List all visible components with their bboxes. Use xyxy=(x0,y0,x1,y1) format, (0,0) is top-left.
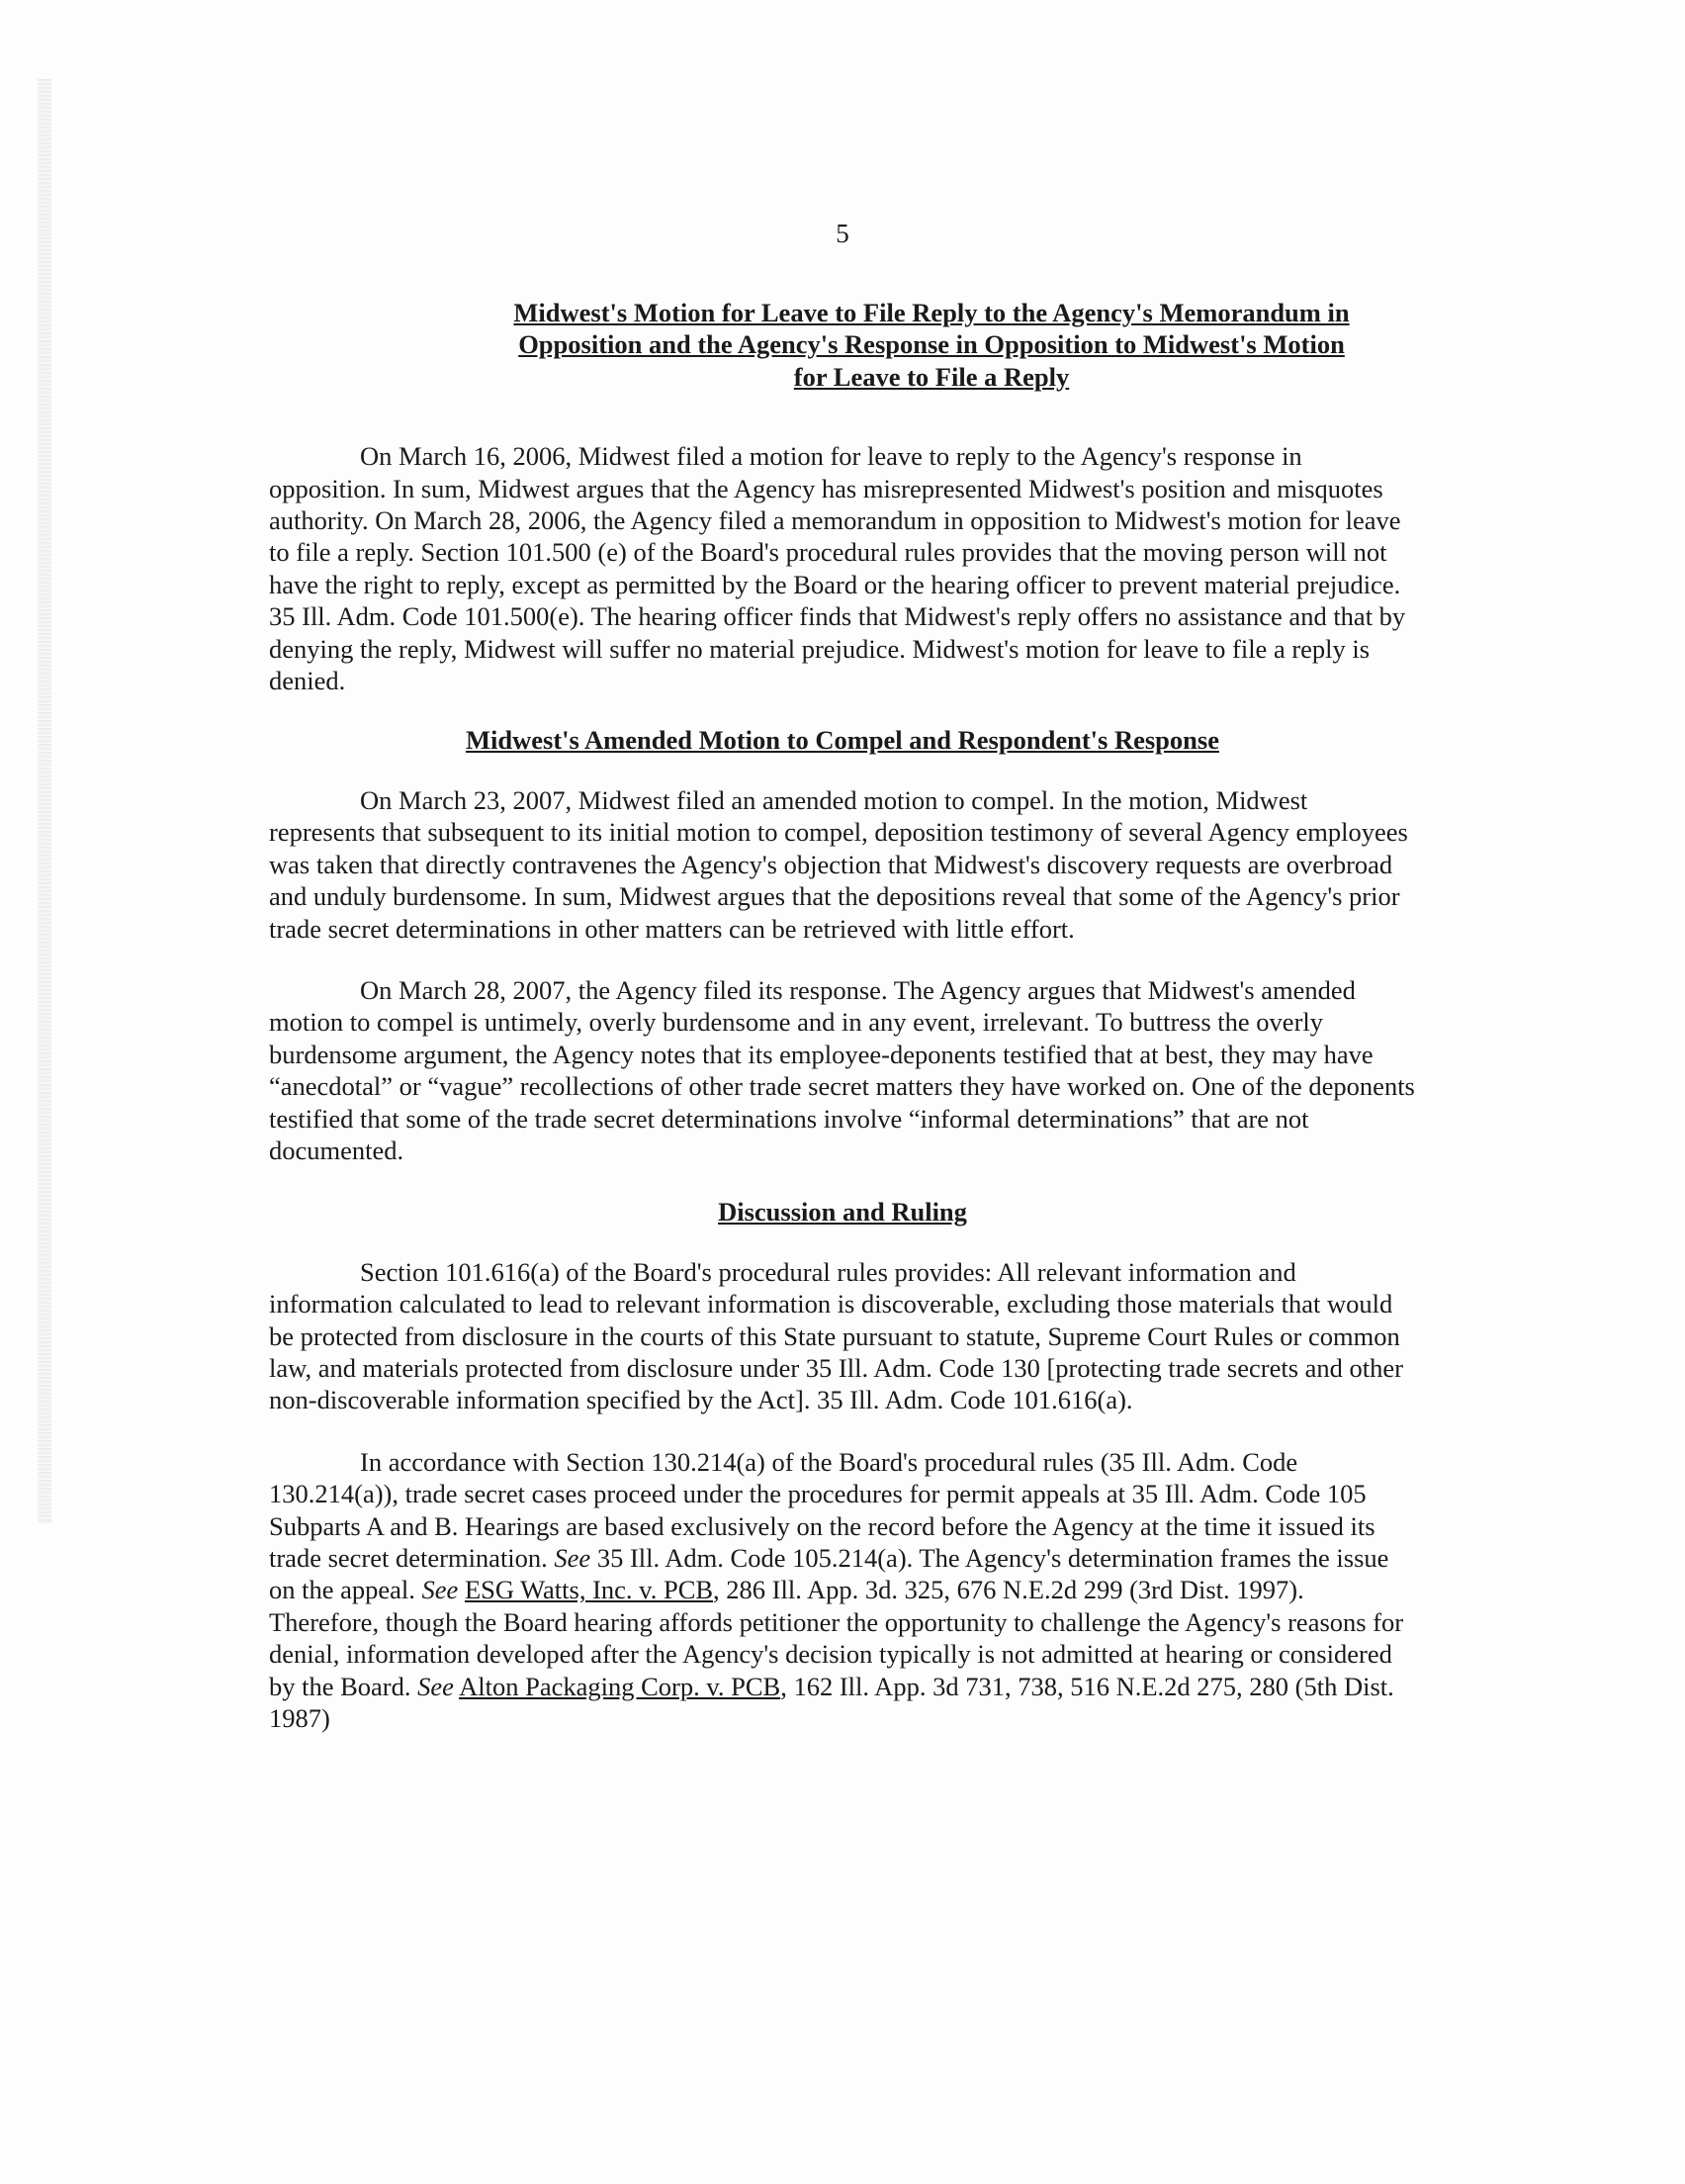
signal-see: See xyxy=(417,1671,454,1701)
paragraph-text: , 162 Ill. App. 3d 731, 738, 516 N.E.2d 275, 280 (5th Dist. 1987) xyxy=(269,1671,1394,1734)
paragraph-text: 35 Ill. Adm. Code 105.214(a). The Agency's determination frames the issue on the appeal. xyxy=(269,1543,1389,1605)
heading-line: Midwest's Motion for Leave to File Reply to the Agency's Memorandum in xyxy=(513,298,1350,327)
paragraph-text: In accordance with Section 130.214(a) of the Board's procedural rules (35 Ill. Adm. Code 130.214(a)), trade secret cases proceed under the procedures for permit appeals at 35 Ill. Adm. Code 105 Subparts A and B. Hearings are based exclusively on the record before the Agency at the time it issued its trade secret determination. xyxy=(269,1446,1375,1573)
page-number: 5 xyxy=(836,219,849,248)
section-heading-amended-motion: Midwest's Amended Motion to Compel and Respondent's Response xyxy=(466,725,1219,756)
paragraph-motion-for-leave: On March 16, 2006, Midwest filed a motion for leave to reply to the Agency's response in opposition. In sum, Midwest argues that the Agency has misrepresented Midwest's position and misquotes authority. On March 28, 2006, the Agency filed a memorandum in opposition to Midwest's motion for leave to file a reply. Section 101.500 (e) of the Board's procedural rules provides that the moving person will not have the right to reply, except as permitted by the Board or the hearing officer to prevent material prejudice. 35 Ill. Adm. Code 101.500(e). The hearing officer finds that Midwest's reply offers no assistance and that by denying the reply, Midwest will suffer no material prejudice. Midwest's motion for leave to file a reply is denied. xyxy=(269,441,1406,696)
heading-line: Opposition and the Agency's Response in Opposition to Midwest's Motion xyxy=(518,329,1345,360)
paragraph-amended-motion: On March 23, 2007, Midwest filed an amended motion to compel. In the motion, Midwest represents that subsequent to its initial motion to compel, deposition testimony of several Agency employees was taken that directly contravenes the Agency's objection that Midwest's discovery requests are overbroad and unduly burdensome. In sum, Midwest argues that the depositions reveal that some of the Agency's prior trade secret determinations in other matters can be retrieved with little effort. xyxy=(269,784,1408,944)
heading-line: for Leave to File a Reply xyxy=(793,361,1070,392)
document-body xyxy=(269,297,1416,1734)
paragraph-text: , 286 Ill. App. 3d. 325, 676 N.E.2d 299 (3rd Dist. 1997). Therefore, though the Board hearing affords petitioner the opportunity to challenge the Agency's reasons for denial, information developed after the Agency's decision typically is not admitted at hearing or considered by the Board. xyxy=(269,1575,1404,1701)
signal-see: See xyxy=(554,1543,591,1573)
case-citation: Alton Packaging Corp. v. PCB xyxy=(459,1671,781,1701)
case-citation: ESG Watts, Inc. v. PCB xyxy=(464,1575,714,1605)
scan-edge-artifact xyxy=(38,79,51,1523)
paragraph-trade-secret-procedure xyxy=(269,1446,1416,1735)
signal-see: See xyxy=(421,1575,459,1605)
section-heading-discussion-ruling: Discussion and Ruling xyxy=(718,1197,967,1228)
paragraph-agency-response: On March 28, 2007, the Agency filed its response. The Agency argues that Midwest's amended motion to compel is untimely, overly burdensome and in any event, irrelevant. To buttress the overly burdensome argument, the Agency notes that its employee-deponents testified that at best, they may have “anecdotal” or “vague” recollections of other trade secret matters they have worked on. One of the deponents testified that some of the trade secret determinations involve “informal determinations” that are not documented. xyxy=(269,974,1415,1165)
paragraph-discoverable-info: Section 101.616(a) of the Board's procedural rules provides: All relevant information and information calculated to lead to relevant information is discoverable, excluding those materials that would be protected from disclosure in the courts of this State pursuant to statute, Supreme Court Rules or common law, and materials protected from disclosure under 35 Ill. Adm. Code 130 [protecting trade secrets and other non-discoverable information specified by the Act]. 35 Ill. Adm. Code 101.616(a). xyxy=(269,1256,1403,1415)
section-heading-motion-for-leave xyxy=(467,297,1396,393)
